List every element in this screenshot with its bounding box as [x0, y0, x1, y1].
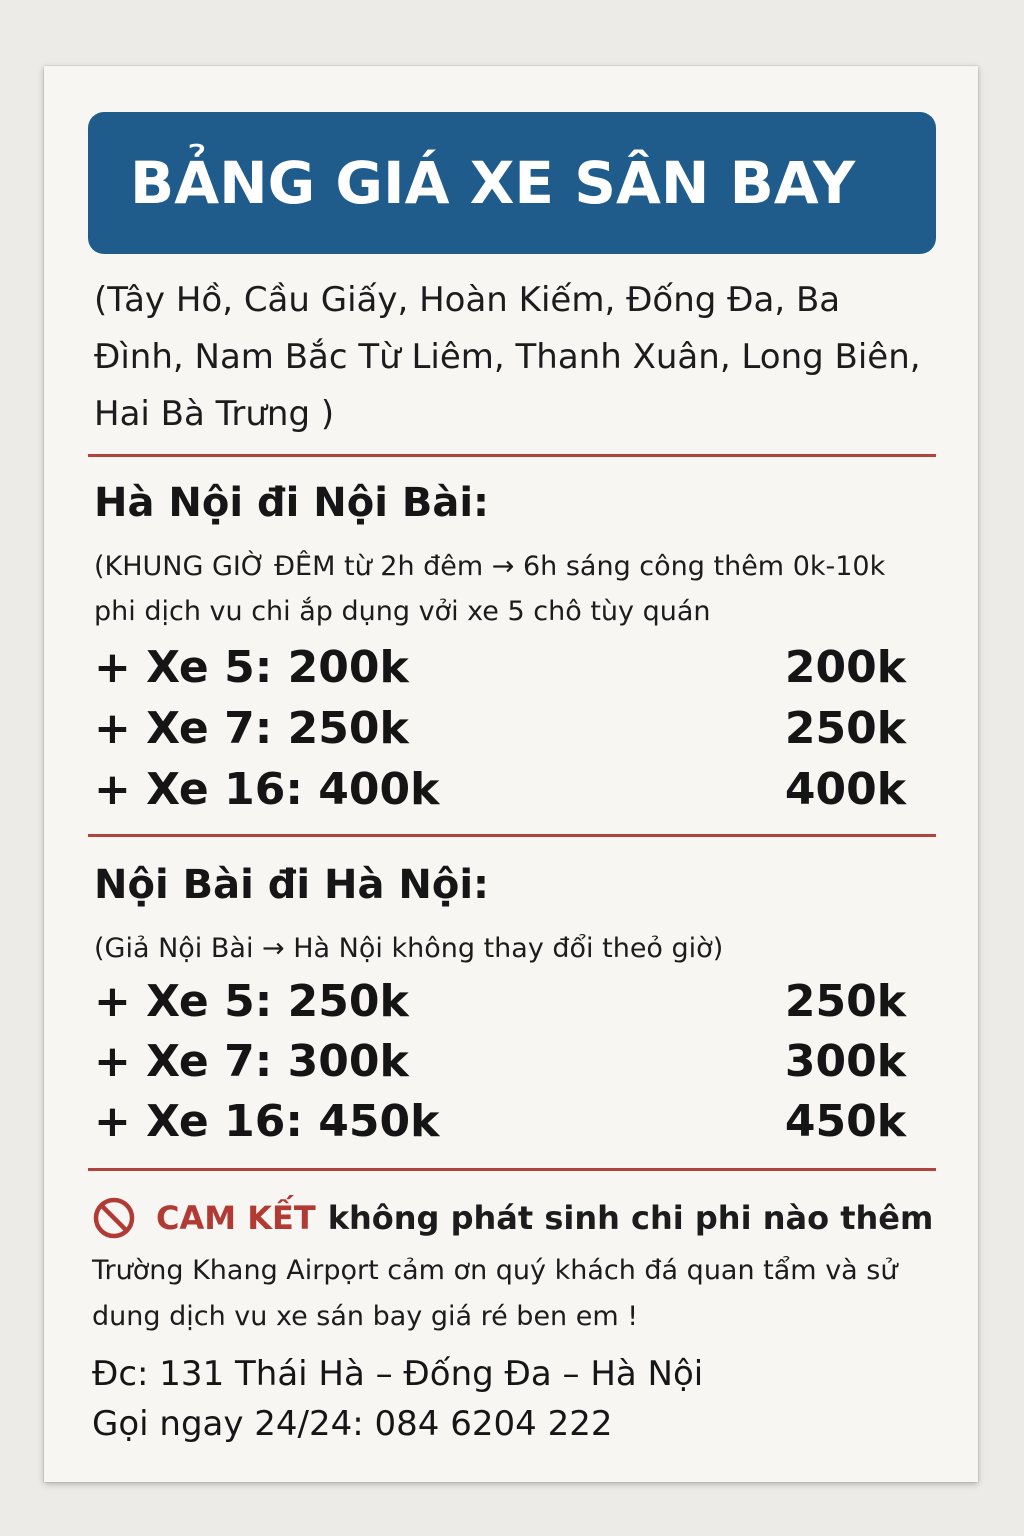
service-areas: (Tây Hồ, Cầu Giấy, Hoàn Kiếm, Đống Đa, Ba Đình, Nam Bắc Từ Liêm, Thanh Xuân, Long Biên, Hai Bà Trưng ) [94, 280, 921, 434]
price-row-value: 250k [784, 703, 906, 754]
price-row-label: + Xe 16: 400k [94, 764, 440, 815]
phone-number[interactable]: Gọi ngay 24/24: 084 6204 222 [92, 1404, 613, 1444]
commitment-label: CAM KẾT [156, 1199, 316, 1237]
divider-3 [88, 1168, 936, 1171]
prohibited-icon [92, 1196, 136, 1240]
section-hanoi-noibai-title: Hà Nội đi Nội Bài: [94, 480, 490, 526]
price-row-label: + Xe 5: 250k [94, 976, 409, 1027]
address: Đc: 131 Thái Hà – Đống Đa – Hà Nội [92, 1354, 704, 1394]
title-banner [88, 112, 936, 254]
commitment-line [92, 1192, 933, 1244]
price-row-value: 450k [784, 1096, 906, 1147]
price-row [94, 703, 906, 763]
section-noibai-hanoi-title: Nội Bài đi Hà Nội: [94, 862, 490, 908]
section-hanoi-noibai-note: (KHUNG GIỜ ĐÊM từ 2h đêm → 6h sáng công thêm 0k-10k phi dịch vu chi ắp dụng vởi xe 5 chô tùy quán [94, 551, 886, 627]
divider-1 [88, 454, 936, 457]
price-row-label: + Xe 7: 300k [94, 1036, 409, 1087]
commitment-text: không phát sinh chi phi nào thêm [327, 1199, 934, 1237]
price-row-value: 200k [784, 642, 906, 693]
price-row-label: + Xe 7: 250k [94, 703, 409, 754]
price-row [94, 642, 906, 702]
price-row-value: 250k [784, 976, 906, 1027]
section-noibai-hanoi-note: (Giả Nội Bài → Hà Nội không thay đổi theỏ giờ) [94, 933, 724, 964]
divider-2 [88, 834, 936, 837]
price-card [44, 66, 978, 1482]
price-row [94, 1036, 906, 1096]
price-row-value: 400k [784, 764, 906, 815]
page-title: BẢNG GIÁ XE SÂN BAY [130, 149, 856, 217]
price-row [94, 764, 906, 824]
price-row [94, 1096, 906, 1156]
thank-you-message: Trường Khang Airpọrt cảm ơn quý khách đá quan tẩm và sử dung dịch vu xe sán bay giá ré ben em ! [92, 1255, 898, 1332]
price-row-value: 300k [784, 1036, 906, 1087]
price-row [94, 976, 906, 1036]
price-row-label: + Xe 16: 450k [94, 1096, 440, 1147]
price-row-label: + Xe 5: 200k [94, 642, 409, 693]
